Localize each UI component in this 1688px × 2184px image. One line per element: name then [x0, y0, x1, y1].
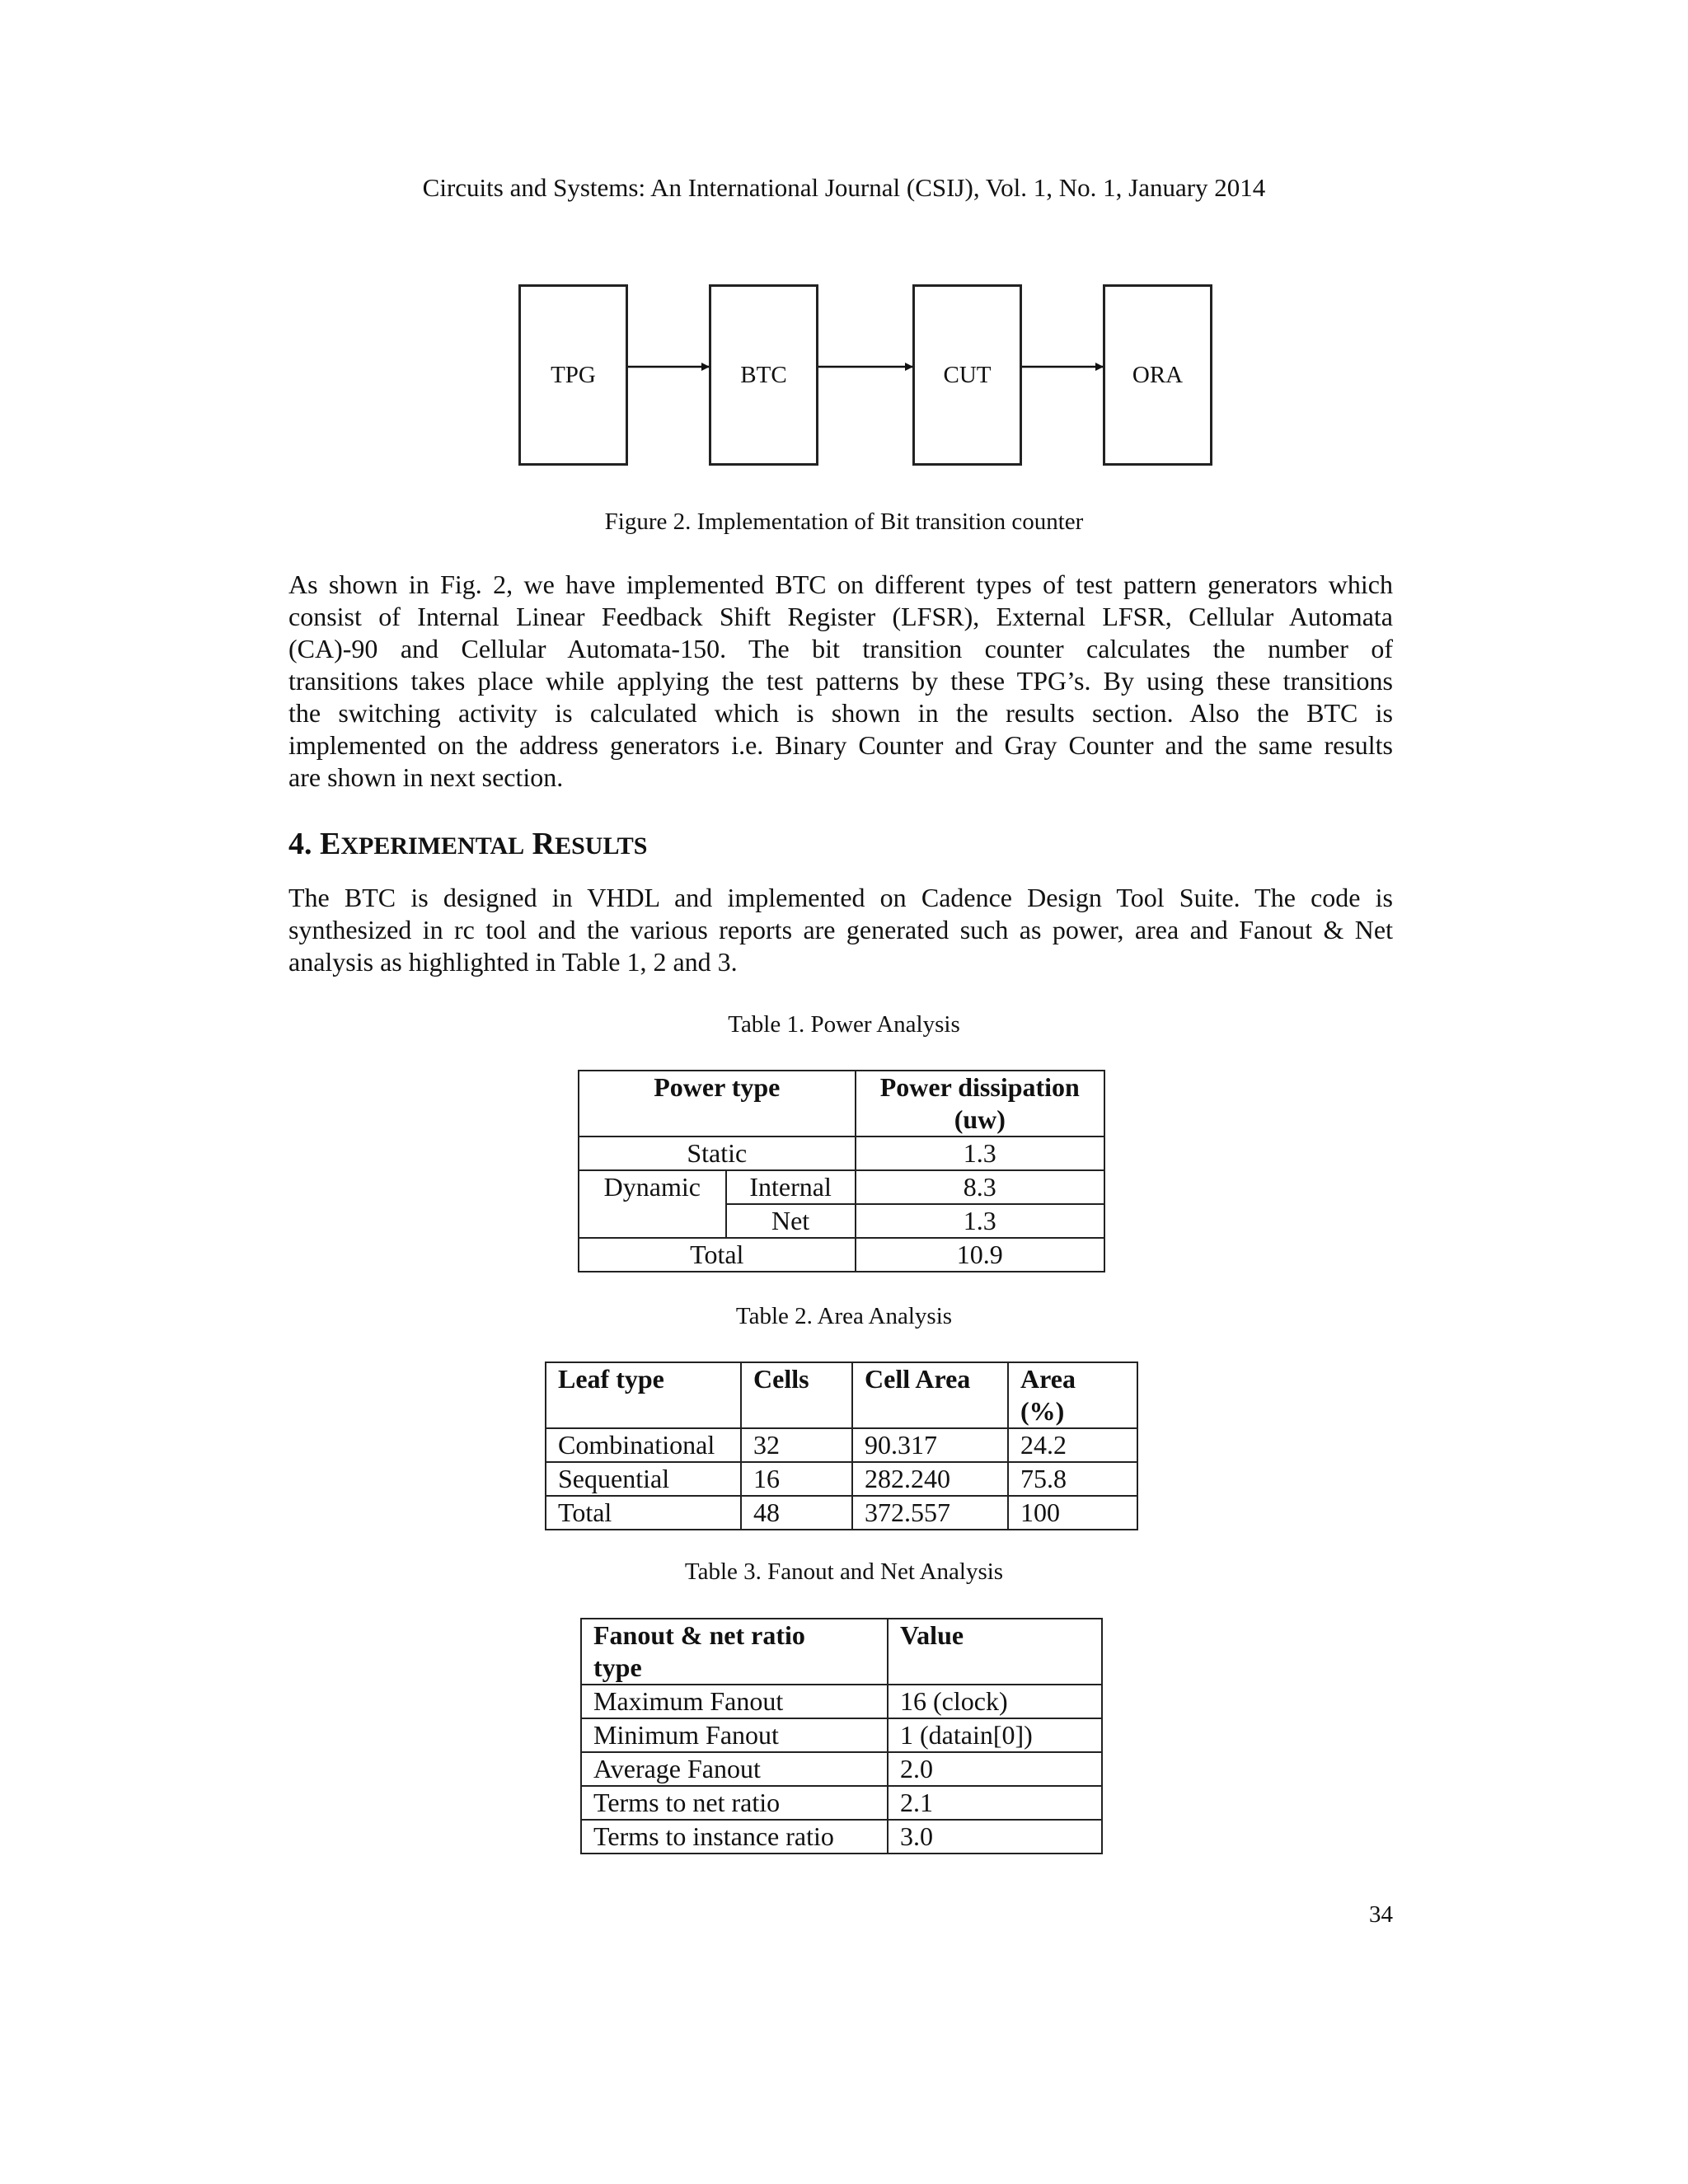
table-header-cell: Leaf type — [546, 1362, 741, 1428]
table-header-row — [579, 1071, 1104, 1137]
paragraph-line: As shown in Fig. 2, we have implemented BTC on different types of test pattern generators which — [288, 569, 1393, 599]
table-header-cell: Power dissipation (uw) — [856, 1071, 1104, 1137]
table-cell: 2.0 — [888, 1752, 1102, 1786]
table-cell: 3.0 — [888, 1820, 1102, 1854]
table-cell: Maximum Fanout — [581, 1685, 888, 1718]
paragraph-line: analysis as highlighted in Table 1, 2 and 3. — [288, 947, 738, 977]
table-cell: 1.3 — [856, 1204, 1104, 1238]
table-cell: 2.1 — [888, 1786, 1102, 1820]
table-cell: 1.3 — [856, 1137, 1104, 1170]
section-heading: 4. EXPERIMENTAL RESULTS — [288, 827, 648, 861]
figure-caption: Figure 2. Implementation of Bit transition counter — [604, 509, 1084, 535]
table-header-cell: Cells — [741, 1362, 852, 1428]
table-row — [581, 1685, 1102, 1718]
table-header-cell: Cell Area — [852, 1362, 1008, 1428]
paragraph-line: The BTC is designed in VHDL and implemented on Cadence Design Tool Suite. The code is — [288, 883, 1393, 912]
table-row — [546, 1428, 1137, 1462]
table-1-caption: Table 1. Power Analysis — [728, 1011, 960, 1038]
paragraph-line: are shown in next section. — [288, 762, 564, 792]
table-cell: 372.557 — [852, 1496, 1008, 1530]
table-cell: Net — [726, 1204, 856, 1238]
table-cell: 10.9 — [856, 1238, 1104, 1272]
table-row — [579, 1137, 1104, 1170]
table-header-cell: Power type — [579, 1071, 856, 1137]
block-btc: BTC — [709, 284, 818, 466]
table-cell: 32 — [741, 1428, 852, 1462]
table-cell: Minimum Fanout — [581, 1718, 888, 1752]
table-cell: 90.317 — [852, 1428, 1008, 1462]
table-cell: 24.2 — [1008, 1428, 1137, 1462]
table-3-fanout-net-analysis — [580, 1618, 1103, 1854]
table-cell: Sequential — [546, 1462, 741, 1496]
table-header-cell: Fanout & net ratio type — [581, 1619, 888, 1685]
table-cell: Terms to net ratio — [581, 1786, 888, 1820]
paragraph-line: consist of Internal Linear Feedback Shift Register (LFSR), External LFSR, Cellular Automata — [288, 602, 1393, 631]
table-cell: Static — [579, 1137, 856, 1170]
table-row — [581, 1786, 1102, 1820]
table-cell: 16 (clock) — [888, 1685, 1102, 1718]
table-header-row — [581, 1619, 1102, 1685]
table-cell: Total — [579, 1238, 856, 1272]
table-cell: 8.3 — [856, 1170, 1104, 1204]
table-3-caption: Table 3. Fanout and Net Analysis — [684, 1558, 1004, 1585]
table-2-caption: Table 2. Area Analysis — [735, 1303, 953, 1329]
paragraph-line: implemented on the address generators i.e. Binary Counter and Gray Counter and the same results — [288, 730, 1393, 760]
block-ora: ORA — [1103, 284, 1212, 466]
table-cell: 75.8 — [1008, 1462, 1137, 1496]
block-tpg: TPG — [518, 284, 628, 466]
table-cell: 16 — [741, 1462, 852, 1496]
table-2-area-analysis — [545, 1361, 1138, 1530]
table-cell: Terms to instance ratio — [581, 1820, 888, 1854]
flow-arrows — [0, 0, 1688, 577]
table-row — [581, 1820, 1102, 1854]
table-row — [579, 1170, 1104, 1204]
table-row — [581, 1718, 1102, 1752]
table-row — [579, 1238, 1104, 1272]
paragraph-line: (CA)-90 and Cellular Automata-150. The bit transition counter calculates the number of — [288, 634, 1393, 663]
paragraph-1 — [288, 569, 1393, 794]
table-cell: Total — [546, 1496, 741, 1530]
paragraph-line: transitions takes place while applying the test patterns by these TPG’s. By using these transitions — [288, 666, 1393, 696]
table-header-row — [546, 1362, 1137, 1428]
table-1-power-analysis — [578, 1070, 1105, 1272]
section-number: 4. — [288, 827, 312, 861]
table-cell: 282.240 — [852, 1462, 1008, 1496]
table-cell: Combinational — [546, 1428, 741, 1462]
table-row — [546, 1462, 1137, 1496]
table-cell: 100 — [1008, 1496, 1137, 1530]
table-row — [546, 1496, 1137, 1530]
paragraph-2 — [288, 882, 1393, 978]
running-head: Circuits and Systems: An International Journal (CSIJ), Vol. 1, No. 1, January 2014 — [422, 173, 1266, 202]
table-cell: Dynamic — [579, 1170, 726, 1238]
block-cut: CUT — [912, 284, 1022, 466]
table-header-cell: Area (%) — [1008, 1362, 1137, 1428]
table-cell: 48 — [741, 1496, 852, 1530]
page-number: 34 — [1369, 1901, 1393, 1928]
table-cell: 1 (datain[0]) — [888, 1718, 1102, 1752]
paragraph-line: the switching activity is calculated which is shown in the results section. Also the BTC is — [288, 698, 1393, 728]
paragraph-line: synthesized in rc tool and the various reports are generated such as power, area and Fanout & Net — [288, 915, 1393, 944]
table-cell: Average Fanout — [581, 1752, 888, 1786]
table-header-cell: Value — [888, 1619, 1102, 1685]
table-row — [581, 1752, 1102, 1786]
table-cell: Internal — [726, 1170, 856, 1204]
